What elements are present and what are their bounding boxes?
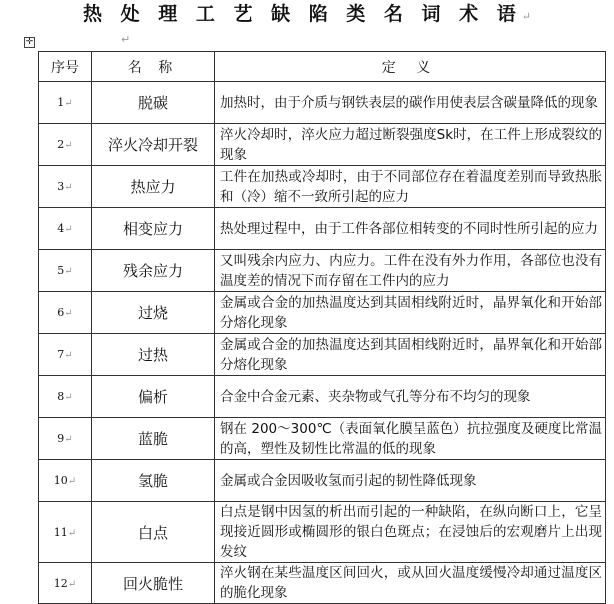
- header-number: 序号: [39, 52, 92, 82]
- row-definition: 加热时，由于介质与钢铁表层的碳作用使表层含碳量降低的现象: [215, 82, 606, 124]
- row-term: 白点: [92, 502, 215, 563]
- row-definition: 钢在 200～300℃（表面氧化膜呈蓝色）抗拉强度及硬度比常温的高，塑性及韧性比常温的低的现象: [215, 418, 606, 460]
- row-number: 11↵: [39, 502, 92, 563]
- row-term: 残余应力: [92, 250, 215, 292]
- table-row: [39, 124, 606, 166]
- row-number: 10↵: [39, 460, 92, 502]
- table-move-handle-icon[interactable]: ✛: [25, 37, 34, 47]
- row-definition: 热处理过程中，由于工件各部位相转变的不同时性所引起的应力: [215, 208, 606, 250]
- row-number: 5↵: [39, 250, 92, 292]
- table-row: [39, 250, 606, 292]
- row-number: 3↵: [39, 166, 92, 208]
- paragraph-mark-icon: ↵: [521, 10, 531, 23]
- table-row: [39, 334, 606, 376]
- table-row: [39, 418, 606, 460]
- row-number: 1↵: [39, 82, 92, 124]
- header-name: 名 称: [92, 52, 215, 82]
- row-term: 热应力: [92, 166, 215, 208]
- row-definition: 工件在加热或冷却时，由于不同部位存在着温度差别而导致热胀和（冷）缩不一致所引起的应力: [215, 166, 606, 208]
- header-definition: 定 义: [215, 52, 606, 82]
- row-term: 氢脆: [92, 460, 215, 502]
- row-definition: 白点是钢中因氢的析出而引起的一种缺陷，在纵向断口上，它呈现接近圆形或椭圆形的银白色斑点；在浸蚀后的宏观磨片上出现发纹: [215, 502, 606, 563]
- table-row: [39, 82, 606, 124]
- row-definition: 金属或合金的加热温度达到其固相线附近时，晶界氧化和开始部分熔化现象: [215, 334, 606, 376]
- row-definition: 又叫残余内应力、内应力。工件在没有外力作用，各部位也没有温度差的情况下而存留在工件内的应力: [215, 250, 606, 292]
- row-term: 过烧: [92, 292, 215, 334]
- row-term: 回火脆性: [92, 563, 215, 604]
- row-term: 淬火冷却开裂: [92, 124, 215, 166]
- row-term: 脱碳: [92, 82, 215, 124]
- paragraph-mark-icon: ↵: [121, 33, 131, 46]
- row-term: 过热: [92, 334, 215, 376]
- document-title: 热 处 理 工 艺 缺 陷 类 名 词 术 语↵: [83, 3, 531, 25]
- row-number: 4↵: [39, 208, 92, 250]
- row-number: 7↵: [39, 334, 92, 376]
- row-number: 12↵: [39, 563, 92, 604]
- row-definition: 淬火钢在某些温度区间回火，或从回火温度缓慢冷却通过温度区的脆化现象: [215, 563, 606, 604]
- row-number: 2↵: [39, 124, 92, 166]
- table-header-row: [39, 52, 606, 82]
- row-definition: 合金中合金元素、夹杂物或气孔等分布不均匀的现象: [215, 376, 606, 418]
- row-definition: 金属或合金因吸收氢而引起的韧性降低现象: [215, 460, 606, 502]
- table-row: [39, 502, 606, 563]
- row-definition: 淬火冷却时，淬火应力超过断裂强度Sk时，在工件上形成裂纹的现象: [215, 124, 606, 166]
- row-term: 偏析: [92, 376, 215, 418]
- table-row: [39, 563, 606, 604]
- row-term: 蓝脆: [92, 418, 215, 460]
- row-number: 9↵: [39, 418, 92, 460]
- row-term: 相变应力: [92, 208, 215, 250]
- table-row: [39, 292, 606, 334]
- table-row: [39, 376, 606, 418]
- table-row: [39, 208, 606, 250]
- row-number: 8↵: [39, 376, 92, 418]
- table-row: [39, 460, 606, 502]
- row-definition: 金属或合金的加热温度达到其固相线附近时，晶界氧化和开始部分熔化现象: [215, 292, 606, 334]
- terms-table: [38, 51, 606, 604]
- row-number: 6↵: [39, 292, 92, 334]
- table-row: [39, 166, 606, 208]
